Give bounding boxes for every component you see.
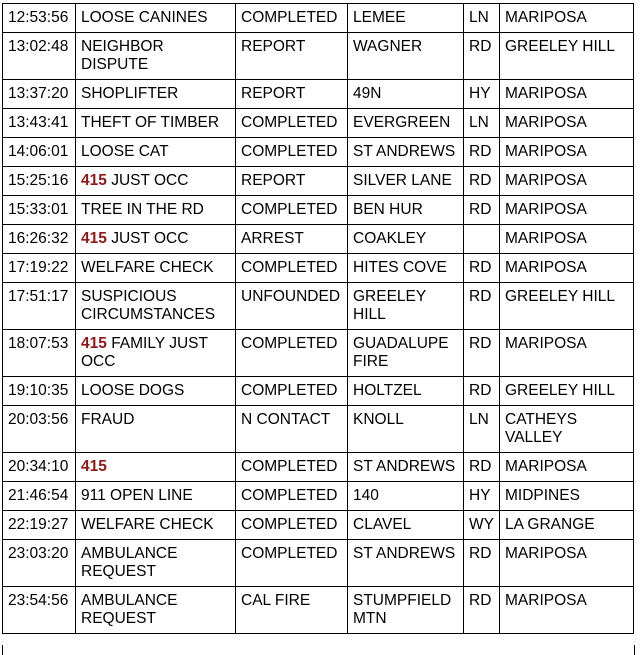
table-row [3,109,634,138]
street-text: GUADALUPE FIRE [353,335,449,370]
street-type-cell [464,225,500,254]
area-cell [500,482,634,511]
next-row-edge [2,645,635,655]
street-text: STUMPFIELD MTN [353,592,452,627]
time-cell [3,511,76,540]
time-text: 20:03:56 [8,411,69,428]
street-type-cell [464,453,500,482]
street-text: EVERGREEN [353,114,451,131]
time-text: 21:46:54 [8,487,69,504]
time-cell [3,254,76,283]
disposition-cell [236,377,348,406]
area-cell [500,196,634,225]
call-type-text: TREE IN THE RD [81,201,204,218]
street-type-text: RD [469,382,492,399]
incident-code: 415 [81,458,107,475]
disposition-cell [236,254,348,283]
street-type-cell [464,80,500,109]
disposition-cell [236,33,348,80]
call-type-cell [76,453,236,482]
street-type-text: LN [469,411,489,428]
time-cell [3,4,76,33]
area-cell [500,453,634,482]
time-cell [3,587,76,634]
street-cell [348,33,464,80]
street-text: LEMEE [353,9,406,26]
street-type-cell [464,511,500,540]
call-type-cell [76,482,236,511]
disposition-text: REPORT [241,85,306,102]
area-text: MARIPOSA [505,85,587,102]
area-cell [500,406,634,453]
area-cell [500,511,634,540]
time-cell [3,109,76,138]
disposition-cell [236,138,348,167]
area-cell [500,109,634,138]
call-type-text: LOOSE CAT [81,143,169,160]
disposition-cell [236,283,348,330]
street-cell [348,225,464,254]
area-text: MARIPOSA [505,545,587,562]
disposition-cell [236,406,348,453]
area-text: GREELEY HILL [505,38,615,55]
disposition-text: COMPLETED [241,114,338,131]
street-text: 140 [353,487,379,504]
call-type-cell [76,196,236,225]
street-cell [348,196,464,225]
street-text: WAGNER [353,38,423,55]
street-cell [348,254,464,283]
street-cell [348,453,464,482]
street-type-text: RD [469,592,492,609]
area-cell [500,283,634,330]
disposition-cell [236,109,348,138]
disposition-text: COMPLETED [241,382,338,399]
call-type-cell [76,377,236,406]
incident-code: 415 [81,172,107,189]
call-log-body [3,4,634,634]
disposition-text: COMPLETED [241,9,338,26]
area-text: MARIPOSA [505,9,587,26]
street-type-cell [464,587,500,634]
street-cell [348,406,464,453]
time-cell [3,167,76,196]
disposition-text: N CONTACT [241,411,331,428]
table-row [3,377,634,406]
street-type-cell [464,167,500,196]
call-type-cell [76,33,236,80]
table-row [3,406,634,453]
street-cell [348,283,464,330]
street-text: COAKLEY [353,230,427,247]
disposition-cell [236,482,348,511]
street-text: 49N [353,85,382,102]
street-cell [348,482,464,511]
area-cell [500,377,634,406]
time-cell [3,377,76,406]
call-type-cell [76,4,236,33]
call-type-cell [76,167,236,196]
disposition-text: COMPLETED [241,143,338,160]
table-row [3,330,634,377]
table-row [3,138,634,167]
area-cell [500,167,634,196]
time-text: 13:43:41 [8,114,69,131]
time-cell [3,283,76,330]
area-cell [500,4,634,33]
area-cell [500,254,634,283]
disposition-cell [236,453,348,482]
disposition-text: UNFOUNDED [241,288,341,305]
disposition-cell [236,540,348,587]
area-cell [500,540,634,587]
time-cell [3,196,76,225]
time-text: 13:37:20 [8,85,69,102]
street-type-text: RD [469,288,492,305]
street-type-cell [464,4,500,33]
area-cell [500,330,634,377]
call-type-cell [76,540,236,587]
area-text: MARIPOSA [505,230,587,247]
call-type-cell [76,254,236,283]
time-text: 13:02:48 [8,38,69,55]
street-type-cell [464,254,500,283]
call-type-cell [76,283,236,330]
time-text: 23:03:20 [8,545,69,562]
call-log-table [2,3,634,634]
street-type-cell [464,406,500,453]
area-text: CATHEYS VALLEY [505,411,578,446]
street-type-cell [464,138,500,167]
time-cell [3,225,76,254]
street-type-cell [464,540,500,587]
area-cell [500,225,634,254]
call-type-text: LOOSE DOGS [81,382,185,399]
table-row [3,482,634,511]
street-type-text: RD [469,545,492,562]
disposition-text: CAL FIRE [241,592,311,609]
street-type-text: WY [469,516,494,533]
area-cell [500,33,634,80]
time-cell [3,80,76,109]
street-cell [348,4,464,33]
street-type-text: RD [469,335,492,352]
disposition-cell [236,4,348,33]
street-type-cell [464,33,500,80]
street-type-cell [464,482,500,511]
area-cell [500,587,634,634]
disposition-text: COMPLETED [241,201,338,218]
disposition-text: REPORT [241,38,306,55]
area-text: MARIPOSA [505,201,587,218]
time-cell [3,482,76,511]
disposition-text: REPORT [241,172,306,189]
time-text: 19:10:35 [8,382,69,399]
time-text: 15:25:16 [8,172,69,189]
disposition-cell [236,196,348,225]
time-cell [3,453,76,482]
disposition-text: COMPLETED [241,335,338,352]
incident-code: 415 [81,335,107,352]
table-row [3,33,634,80]
area-text: MARIPOSA [505,592,587,609]
time-text: 18:07:53 [8,335,69,352]
incident-code: 415 [81,230,107,247]
street-type-cell [464,109,500,138]
area-text: MARIPOSA [505,458,587,475]
street-type-text: LN [469,114,489,131]
disposition-cell [236,330,348,377]
time-text: 22:19:27 [8,516,69,533]
disposition-text: COMPLETED [241,458,338,475]
table-row [3,453,634,482]
street-text: ST ANDREWS [353,545,456,562]
table-row [3,196,634,225]
street-type-text: HY [469,85,491,102]
call-type-text: WELFARE CHECK [81,516,214,533]
street-text: GREELEY HILL [353,288,426,323]
time-cell [3,406,76,453]
area-text: MARIPOSA [505,143,587,160]
street-type-text: RD [469,143,492,160]
call-type-text: FAMILY JUST OCC [81,335,208,370]
time-text: 15:33:01 [8,201,69,218]
street-text: KNOLL [353,411,404,428]
call-type-cell [76,587,236,634]
disposition-cell [236,225,348,254]
table-row [3,80,634,109]
call-type-text: WELFARE CHECK [81,259,214,276]
street-cell [348,330,464,377]
time-text: 14:06:01 [8,143,69,160]
table-row [3,167,634,196]
street-type-cell [464,196,500,225]
time-text: 12:53:56 [8,9,69,26]
call-type-text: 911 OPEN LINE [81,487,193,504]
call-type-text: AMBULANCE REQUEST [81,545,178,580]
disposition-text: ARREST [241,230,304,247]
street-cell [348,138,464,167]
call-type-text: FRAUD [81,411,135,428]
area-text: GREELEY HILL [505,288,615,305]
call-type-cell [76,80,236,109]
street-text: HITES COVE [353,259,447,276]
call-type-cell [76,406,236,453]
street-type-cell [464,330,500,377]
disposition-text: COMPLETED [241,545,338,562]
street-type-text: LN [469,9,489,26]
disposition-text: COMPLETED [241,487,338,504]
street-type-text: RD [469,259,492,276]
call-type-text: AMBULANCE REQUEST [81,592,178,627]
area-text: LA GRANGE [505,516,595,533]
call-type-text: JUST OCC [111,172,189,189]
time-text: 20:34:10 [8,458,69,475]
area-cell [500,138,634,167]
call-type-text: NEIGHBOR DISPUTE [81,38,164,73]
time-text: 23:54:56 [8,592,69,609]
area-text: MARIPOSA [505,114,587,131]
area-text: MARIPOSA [505,259,587,276]
area-cell [500,80,634,109]
street-cell [348,587,464,634]
call-type-text: SUSPICIOUS CIRCUMSTANCES [81,288,216,323]
street-cell [348,80,464,109]
call-type-cell [76,330,236,377]
disposition-cell [236,167,348,196]
time-cell [3,138,76,167]
call-type-cell [76,511,236,540]
street-type-text: RD [469,458,492,475]
area-text: MARIPOSA [505,172,587,189]
disposition-cell [236,80,348,109]
street-text: ST ANDREWS [353,143,456,160]
table-row [3,283,634,330]
call-type-cell [76,138,236,167]
disposition-text: COMPLETED [241,259,338,276]
time-cell [3,540,76,587]
disposition-cell [236,511,348,540]
street-type-text: RD [469,201,492,218]
street-type-cell [464,283,500,330]
street-cell [348,109,464,138]
street-text: CLAVEL [353,516,412,533]
time-text: 17:19:22 [8,259,69,276]
disposition-text: COMPLETED [241,516,338,533]
table-row [3,4,634,33]
time-cell [3,33,76,80]
street-cell [348,377,464,406]
table-row [3,587,634,634]
street-type-text: HY [469,487,491,504]
street-text: ST ANDREWS [353,458,456,475]
street-type-cell [464,377,500,406]
area-text: MIDPINES [505,487,580,504]
call-type-cell [76,225,236,254]
street-text: SILVER LANE [353,172,452,189]
call-type-text: JUST OCC [111,230,189,247]
street-cell [348,540,464,587]
call-type-text: SHOPLIFTER [81,85,179,102]
street-cell [348,167,464,196]
table-row [3,254,634,283]
table-row [3,540,634,587]
street-text: BEN HUR [353,201,423,218]
time-text: 17:51:17 [8,288,69,305]
table-row [3,225,634,254]
call-type-cell [76,109,236,138]
area-text: GREELEY HILL [505,382,615,399]
time-cell [3,330,76,377]
call-type-text: LOOSE CANINES [81,9,208,26]
call-type-text: THEFT OF TIMBER [81,114,220,131]
time-text: 16:26:32 [8,230,69,247]
street-type-text: RD [469,38,492,55]
street-text: HOLTZEL [353,382,422,399]
table-row [3,511,634,540]
area-text: MARIPOSA [505,335,587,352]
street-type-text: RD [469,172,492,189]
street-cell [348,511,464,540]
disposition-cell [236,587,348,634]
